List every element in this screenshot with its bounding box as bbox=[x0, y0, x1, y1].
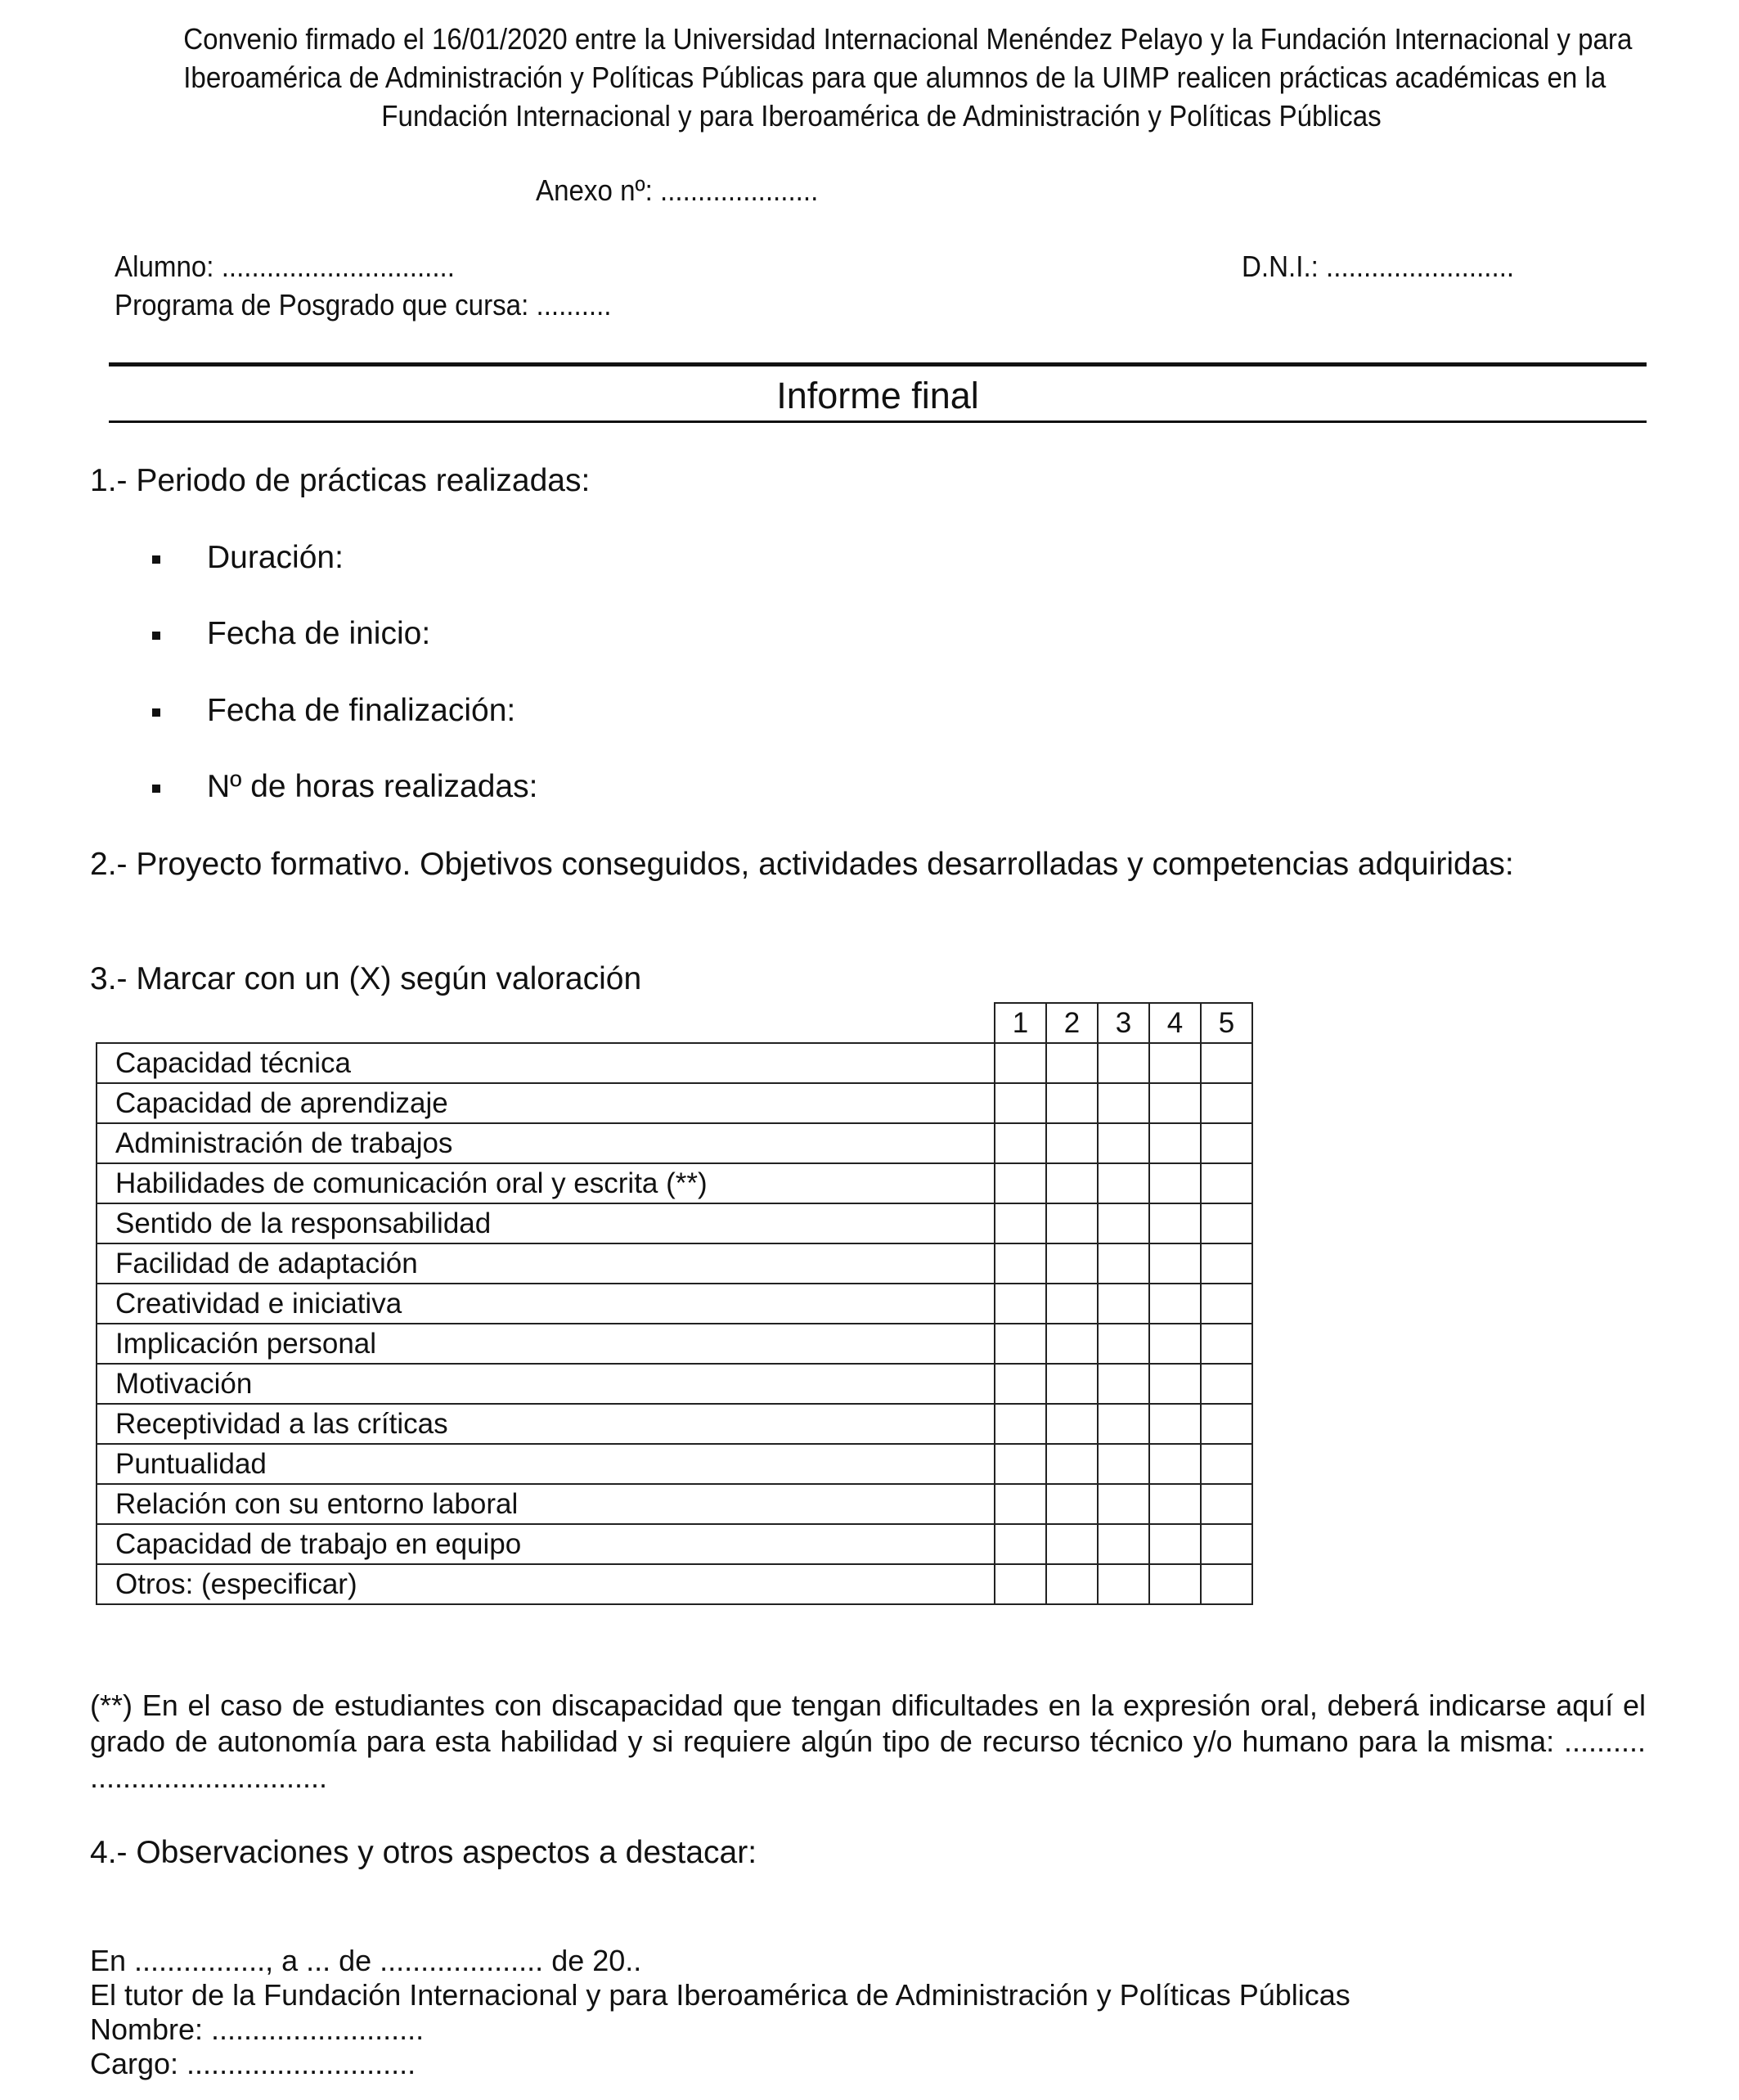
rating-cell-1[interactable] bbox=[995, 1444, 1046, 1484]
rating-cell-2[interactable] bbox=[1046, 1444, 1098, 1484]
rating-cell-1[interactable] bbox=[995, 1163, 1046, 1203]
section-2-heading: 2.- Proyecto formativo. Objetivos conseguidos, actividades desarrolladas y competencias adquiridas: bbox=[90, 847, 1514, 882]
rating-cell-3[interactable] bbox=[1098, 1484, 1149, 1524]
rating-cell-4[interactable] bbox=[1149, 1324, 1201, 1364]
criterion-label: Receptividad a las críticas bbox=[97, 1404, 995, 1444]
report-title: Informe final bbox=[776, 375, 979, 416]
rating-cell-2[interactable] bbox=[1046, 1043, 1098, 1083]
rating-cell-4[interactable] bbox=[1149, 1043, 1201, 1083]
rating-cell-4[interactable] bbox=[1149, 1484, 1201, 1524]
scale-1-header: 1 bbox=[995, 1003, 1046, 1043]
rating-cell-2[interactable] bbox=[1046, 1163, 1098, 1203]
rating-cell-3[interactable] bbox=[1098, 1243, 1149, 1284]
rating-cell-4[interactable] bbox=[1149, 1524, 1201, 1564]
section-3-heading: 3.- Marcar con un (X) según valoración bbox=[90, 961, 642, 996]
rating-cell-5[interactable] bbox=[1201, 1444, 1252, 1484]
criterion-label: Sentido de la responsabilidad bbox=[97, 1203, 995, 1243]
table-row bbox=[97, 1444, 1252, 1484]
rating-cell-4[interactable] bbox=[1149, 1404, 1201, 1444]
section-4-heading: 4.- Observaciones y otros aspectos a destacar: bbox=[90, 1835, 757, 1870]
rating-cell-2[interactable] bbox=[1046, 1083, 1098, 1123]
scale-3-header: 3 bbox=[1098, 1003, 1149, 1043]
tutor-name-field: Nombre: .......................... bbox=[90, 2012, 425, 2046]
scale-5-header: 5 bbox=[1201, 1003, 1252, 1043]
tutor-position-field: Cargo: ............................ bbox=[90, 2047, 416, 2080]
criterion-label: Capacidad de aprendizaje bbox=[97, 1083, 995, 1123]
rating-cell-4[interactable] bbox=[1149, 1564, 1201, 1604]
rating-cell-2[interactable] bbox=[1046, 1404, 1098, 1444]
rating-cell-4[interactable] bbox=[1149, 1123, 1201, 1163]
rating-cell-1[interactable] bbox=[995, 1284, 1046, 1324]
rating-cell-2[interactable] bbox=[1046, 1123, 1098, 1163]
table-row bbox=[97, 1203, 1252, 1243]
rating-cell-1[interactable] bbox=[995, 1043, 1046, 1083]
rating-cell-3[interactable] bbox=[1098, 1564, 1149, 1604]
rating-cell-4[interactable] bbox=[1149, 1203, 1201, 1243]
accessibility-note bbox=[90, 1688, 1646, 1796]
criterion-label: Administración de trabajos bbox=[97, 1123, 995, 1163]
rating-cell-5[interactable] bbox=[1201, 1243, 1252, 1284]
student-name-field: Alumno: ............................... bbox=[115, 250, 455, 283]
rating-cell-2[interactable] bbox=[1046, 1364, 1098, 1404]
rating-cell-3[interactable] bbox=[1098, 1444, 1149, 1484]
criterion-label: Capacidad técnica bbox=[97, 1043, 995, 1083]
rating-cell-1[interactable] bbox=[995, 1243, 1046, 1284]
place-date-line: En ................, a ... de .................... de 20.. bbox=[90, 1944, 642, 1977]
table-row bbox=[97, 1284, 1252, 1324]
rating-cell-1[interactable] bbox=[995, 1484, 1046, 1524]
rating-cell-1[interactable] bbox=[995, 1324, 1046, 1364]
criterion-label: Creatividad e iniciativa bbox=[97, 1284, 995, 1324]
rating-cell-5[interactable] bbox=[1201, 1364, 1252, 1404]
rating-cell-5[interactable] bbox=[1201, 1484, 1252, 1524]
criterion-label: Habilidades de comunicación oral y escrita (**) bbox=[97, 1163, 995, 1203]
rating-cell-2[interactable] bbox=[1046, 1524, 1098, 1564]
table-row bbox=[97, 1484, 1252, 1524]
rating-cell-3[interactable] bbox=[1098, 1083, 1149, 1123]
scale-2-header: 2 bbox=[1046, 1003, 1098, 1043]
section-1-heading: 1.- Periodo de prácticas realizadas: bbox=[90, 463, 591, 498]
rating-cell-3[interactable] bbox=[1098, 1163, 1149, 1203]
bullet-icon bbox=[152, 555, 160, 564]
table-row bbox=[97, 1163, 1252, 1203]
rating-cell-1[interactable] bbox=[995, 1083, 1046, 1123]
rating-cell-1[interactable] bbox=[995, 1524, 1046, 1564]
note-line-3: ............................. bbox=[90, 1760, 328, 1794]
criterion-label: Motivación bbox=[97, 1364, 995, 1404]
criterion-label: Relación con su entorno laboral bbox=[97, 1484, 995, 1524]
rating-cell-4[interactable] bbox=[1149, 1163, 1201, 1203]
rating-cell-5[interactable] bbox=[1201, 1404, 1252, 1444]
rating-cell-3[interactable] bbox=[1098, 1284, 1149, 1324]
rating-cell-5[interactable] bbox=[1201, 1284, 1252, 1324]
criterion-label: Capacidad de trabajo en equipo bbox=[97, 1524, 995, 1564]
rating-cell-5[interactable] bbox=[1201, 1043, 1252, 1083]
list-item-hours: Nº de horas realizadas: bbox=[207, 767, 537, 807]
tutor-line: El tutor de la Fundación Internacional y para Iberoamérica de Administración y Políticas Públicas bbox=[90, 1978, 1350, 2012]
header-line-1: Convenio firmado el 16/01/2020 entre la Universidad Internacional Menéndez Pelayo y la Fundación Internacional y para bbox=[183, 22, 1633, 56]
rating-cell-3[interactable] bbox=[1098, 1524, 1149, 1564]
rating-cell-5[interactable] bbox=[1201, 1564, 1252, 1604]
header-blank-cell bbox=[97, 1003, 995, 1043]
dni-field: D.N.I.: ......................... bbox=[1242, 250, 1515, 283]
rating-cell-5[interactable] bbox=[1201, 1123, 1252, 1163]
rating-cell-2[interactable] bbox=[1046, 1203, 1098, 1243]
rating-cell-3[interactable] bbox=[1098, 1364, 1149, 1404]
criterion-label: Implicación personal bbox=[97, 1324, 995, 1364]
annex-number-field: Anexo nº: ..................... bbox=[536, 173, 819, 207]
rating-cell-2[interactable] bbox=[1046, 1484, 1098, 1524]
rating-cell-3[interactable] bbox=[1098, 1203, 1149, 1243]
list-item-end-date: Fecha de finalización: bbox=[207, 690, 515, 731]
rating-cell-3[interactable] bbox=[1098, 1404, 1149, 1444]
rating-cell-4[interactable] bbox=[1149, 1444, 1201, 1484]
rating-cell-3[interactable] bbox=[1098, 1324, 1149, 1364]
criterion-label: Otros: (especificar) bbox=[97, 1564, 995, 1604]
table-row bbox=[97, 1083, 1252, 1123]
header-line-3: Fundación Internacional y para Iberoamérica de Administración y Políticas Públicas bbox=[381, 99, 1382, 133]
title-top-rule bbox=[109, 362, 1647, 366]
bullet-icon bbox=[152, 785, 160, 793]
table-row bbox=[97, 1324, 1252, 1364]
rating-cell-2[interactable] bbox=[1046, 1564, 1098, 1604]
rating-cell-2[interactable] bbox=[1046, 1284, 1098, 1324]
header-line-2: Iberoamérica de Administración y Políticas Públicas para que alumnos de la UIMP realicen prácticas académicas en la bbox=[183, 61, 1606, 94]
rating-cell-5[interactable] bbox=[1201, 1163, 1252, 1203]
rating-cell-1[interactable] bbox=[995, 1203, 1046, 1243]
rating-cell-1[interactable] bbox=[995, 1564, 1046, 1604]
table-row bbox=[97, 1243, 1252, 1284]
rating-cell-5[interactable] bbox=[1201, 1524, 1252, 1564]
rating-cell-2[interactable] bbox=[1046, 1243, 1098, 1284]
rating-cell-4[interactable] bbox=[1149, 1083, 1201, 1123]
rating-scale-header-row bbox=[97, 1003, 1252, 1043]
table-row bbox=[97, 1364, 1252, 1404]
bullet-icon bbox=[152, 708, 160, 717]
rating-cell-2[interactable] bbox=[1046, 1324, 1098, 1364]
table-row bbox=[97, 1404, 1252, 1444]
table-row bbox=[97, 1043, 1252, 1083]
rating-table bbox=[96, 1002, 1253, 1605]
rating-cell-4[interactable] bbox=[1149, 1243, 1201, 1284]
note-line-1: (**) En el caso de estudiantes con discapacidad que tengan dificultades en la expresión oral, deberá indicarse aquí el bbox=[90, 1689, 1646, 1722]
rating-cell-3[interactable] bbox=[1098, 1043, 1149, 1083]
rating-cell-5[interactable] bbox=[1201, 1324, 1252, 1364]
list-item-start-date: Fecha de inicio: bbox=[207, 614, 430, 654]
table-row bbox=[97, 1123, 1252, 1163]
scale-4-header: 4 bbox=[1149, 1003, 1201, 1043]
table-row bbox=[97, 1524, 1252, 1564]
note-line-2: grado de autonomía para esta habilidad y si requiere algún tipo de recurso técnico y/o humano para la misma: .......... bbox=[90, 1725, 1646, 1758]
rating-cell-5[interactable] bbox=[1201, 1083, 1252, 1123]
table-row bbox=[97, 1564, 1252, 1604]
title-bottom-rule bbox=[109, 420, 1647, 423]
rating-cell-1[interactable] bbox=[995, 1364, 1046, 1404]
bullet-icon bbox=[152, 632, 160, 640]
rating-cell-3[interactable] bbox=[1098, 1123, 1149, 1163]
postgraduate-program-field: Programa de Posgrado que cursa: .......... bbox=[115, 288, 612, 322]
rating-cell-5[interactable] bbox=[1201, 1203, 1252, 1243]
rating-cell-4[interactable] bbox=[1149, 1364, 1201, 1404]
criterion-label: Puntualidad bbox=[97, 1444, 995, 1484]
rating-cell-4[interactable] bbox=[1149, 1284, 1201, 1324]
criterion-label: Facilidad de adaptación bbox=[97, 1243, 995, 1284]
rating-cell-1[interactable] bbox=[995, 1404, 1046, 1444]
rating-cell-1[interactable] bbox=[995, 1123, 1046, 1163]
agreement-header bbox=[183, 20, 1633, 135]
list-item-duration: Duración: bbox=[207, 537, 344, 578]
